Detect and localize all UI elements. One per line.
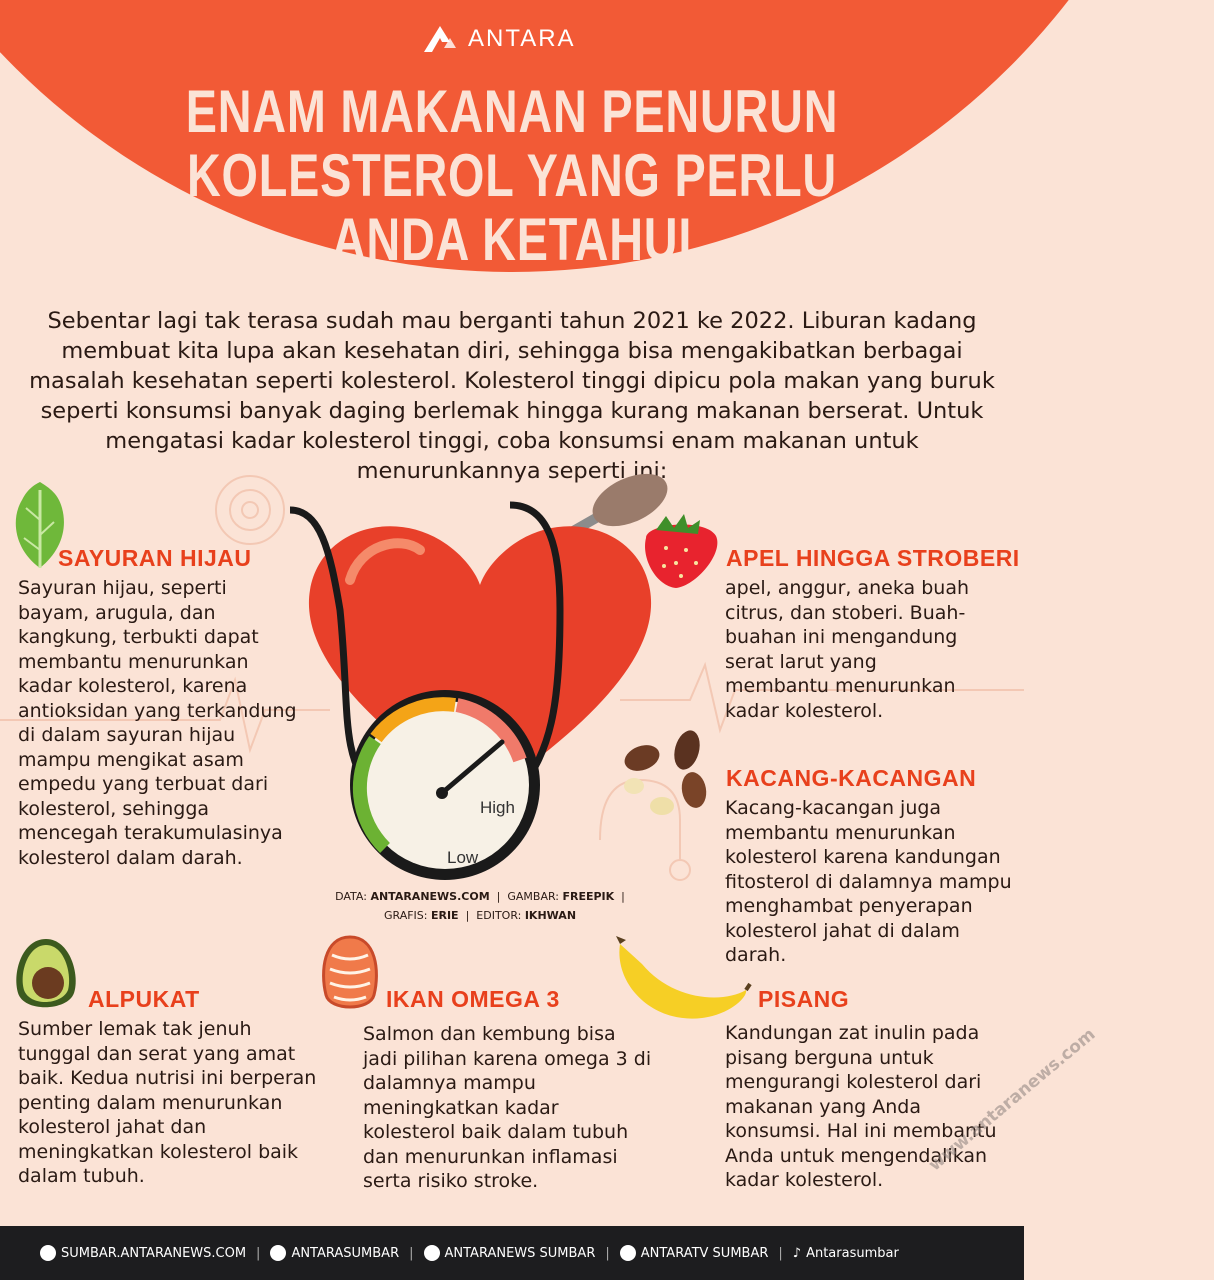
gauge-low-label: Low [447, 848, 479, 867]
credit-data-label: DATA: [335, 890, 367, 903]
kacang-title: KACANG-KACANGAN [726, 765, 977, 791]
antara-logo [420, 24, 576, 54]
page-title: ENAM MAKANAN PENURUN KOLESTEROL YANG PERLU ANDA KETAHUI [185, 78, 839, 273]
credit-data: ANTARANEWS.COM [370, 890, 490, 903]
twitter-icon [270, 1245, 286, 1261]
apel-text: apel, anggur, aneka buah citrus, dan stoberi. Buah-buahan ini mengandung serat larut yang membantu menurunkan kadar kolesterol. [725, 577, 970, 722]
credit-grafis: ERIE [430, 909, 459, 922]
ikan-title: IKAN OMEGA 3 [386, 986, 560, 1012]
footer-separator: | [778, 1245, 783, 1261]
footer-twitter[interactable] [270, 1245, 399, 1261]
facebook-icon [424, 1245, 440, 1261]
footer-tiktok[interactable] [793, 1246, 899, 1261]
salmon-icon [318, 935, 382, 1017]
alpukat-title: ALPUKAT [88, 986, 200, 1012]
credit-editor: IKHWAN [524, 909, 577, 922]
tiktok-icon: ♪ [792, 1245, 802, 1261]
nuts-icon [612, 728, 712, 820]
watermark: www.antaranews.com [925, 1024, 1100, 1176]
sayuran-title: SAYURAN HIJAU [58, 545, 252, 571]
footer-tiktok-label: Antarasumbar [806, 1245, 899, 1261]
ikan-text: Salmon dan kembung bisa jadi pilihan karena omega 3 di dalamnya mampu meningkatkan kadar kolesterol baik dalam tubuh dan menurunkan inflamasi serta risiko stroke. [363, 1023, 652, 1192]
heart-gauge-illustration [280, 490, 680, 890]
footer-separator: | [256, 1245, 261, 1261]
kacang-text: Kacang-kacangan juga membantu menurunkan kolesterol karena kandungan fitosterol di dalamnya mampu menghambat penyerapan kolesterol jahat di dalam darah. [725, 797, 1012, 966]
apel-title: APEL HINGGA STROBERI [726, 545, 1020, 571]
footer-site[interactable] [40, 1245, 246, 1261]
credit-grafis-label: GRAFIS: [383, 909, 428, 922]
pisang-title: PISANG [758, 986, 850, 1012]
footer-youtube[interactable] [620, 1245, 769, 1261]
footer-separator: | [605, 1245, 610, 1261]
antara-logo-icon [420, 24, 460, 54]
globe-icon [40, 1245, 56, 1261]
sayuran-text: Sayuran hijau, seperti bayam, arugula, dan kangkung, terbukti dapat membantu menurunkan kadar kolesterol, karena antioksidan yang terkandung di dalam sayuran hijau mampu mengikat asam empedu yang terbuat dari kolesterol, sehingga mencegah terakumulasinya kolesterol dalam darah. [18, 577, 297, 869]
youtube-icon [620, 1245, 636, 1261]
intro-text: Sebentar lagi tak terasa sudah mau berganti tahun 2021 ke 2022. Liburan kadang membuat kita lupa akan kesehatan diri, sehingga bisa mengakibatkan berbagai masalah kesehatan seperti kolesterol. Kolesterol tinggi dipicu pola makan yang buruk seperti konsumsi banyak daging berlemak hingga kurang makanan berserat. Untuk mengatasi kadar kolesterol tinggi, coba konsumsi enam makanan untuk menurunkannya seperti ini: [29, 308, 995, 484]
avocado-icon [10, 935, 82, 1015]
banana-icon [612, 934, 752, 1026]
footer [0, 1226, 1024, 1280]
gauge-high-label: High [480, 798, 515, 817]
credit-editor-label: EDITOR: [476, 909, 522, 922]
credit-gambar-label: GAMBAR: [507, 890, 559, 903]
pisang-text: Kandungan zat inulin pada pisang berguna untuk mengurangi kolesterol dari makanan yang Anda konsumsi. Hal ini membantu Anda untuk mengendalikan kadar kolesterol. [725, 1022, 997, 1191]
footer-facebook[interactable] [424, 1245, 596, 1261]
footer-facebook-label: ANTARANEWS SUMBAR [444, 1245, 596, 1261]
strawberry-icon [636, 508, 722, 590]
credits: DATA: ANTARANEWS.COM | GAMBAR: FREEPIK | GRAFIS: ERIE | EDITOR: IKHWAN [335, 890, 625, 922]
footer-twitter-label: ANTARASUMBAR [291, 1245, 400, 1261]
footer-separator: | [409, 1245, 414, 1261]
footer-site-label: SUMBAR.ANTARANEWS.COM [61, 1245, 247, 1261]
alpukat-text: Sumber lemak tak jenuh tunggal dan serat yang amat baik. Kedua nutrisi ini berperan penting dalam menurunkan kolesterol jahat dan meningkatkan kolesterol baik dalam tubuh. [18, 1018, 317, 1187]
footer-youtube-label: ANTARATV SUMBAR [640, 1245, 769, 1261]
credit-gambar: FREEPIK [562, 890, 615, 903]
brand-name: ANTARA [468, 25, 576, 52]
